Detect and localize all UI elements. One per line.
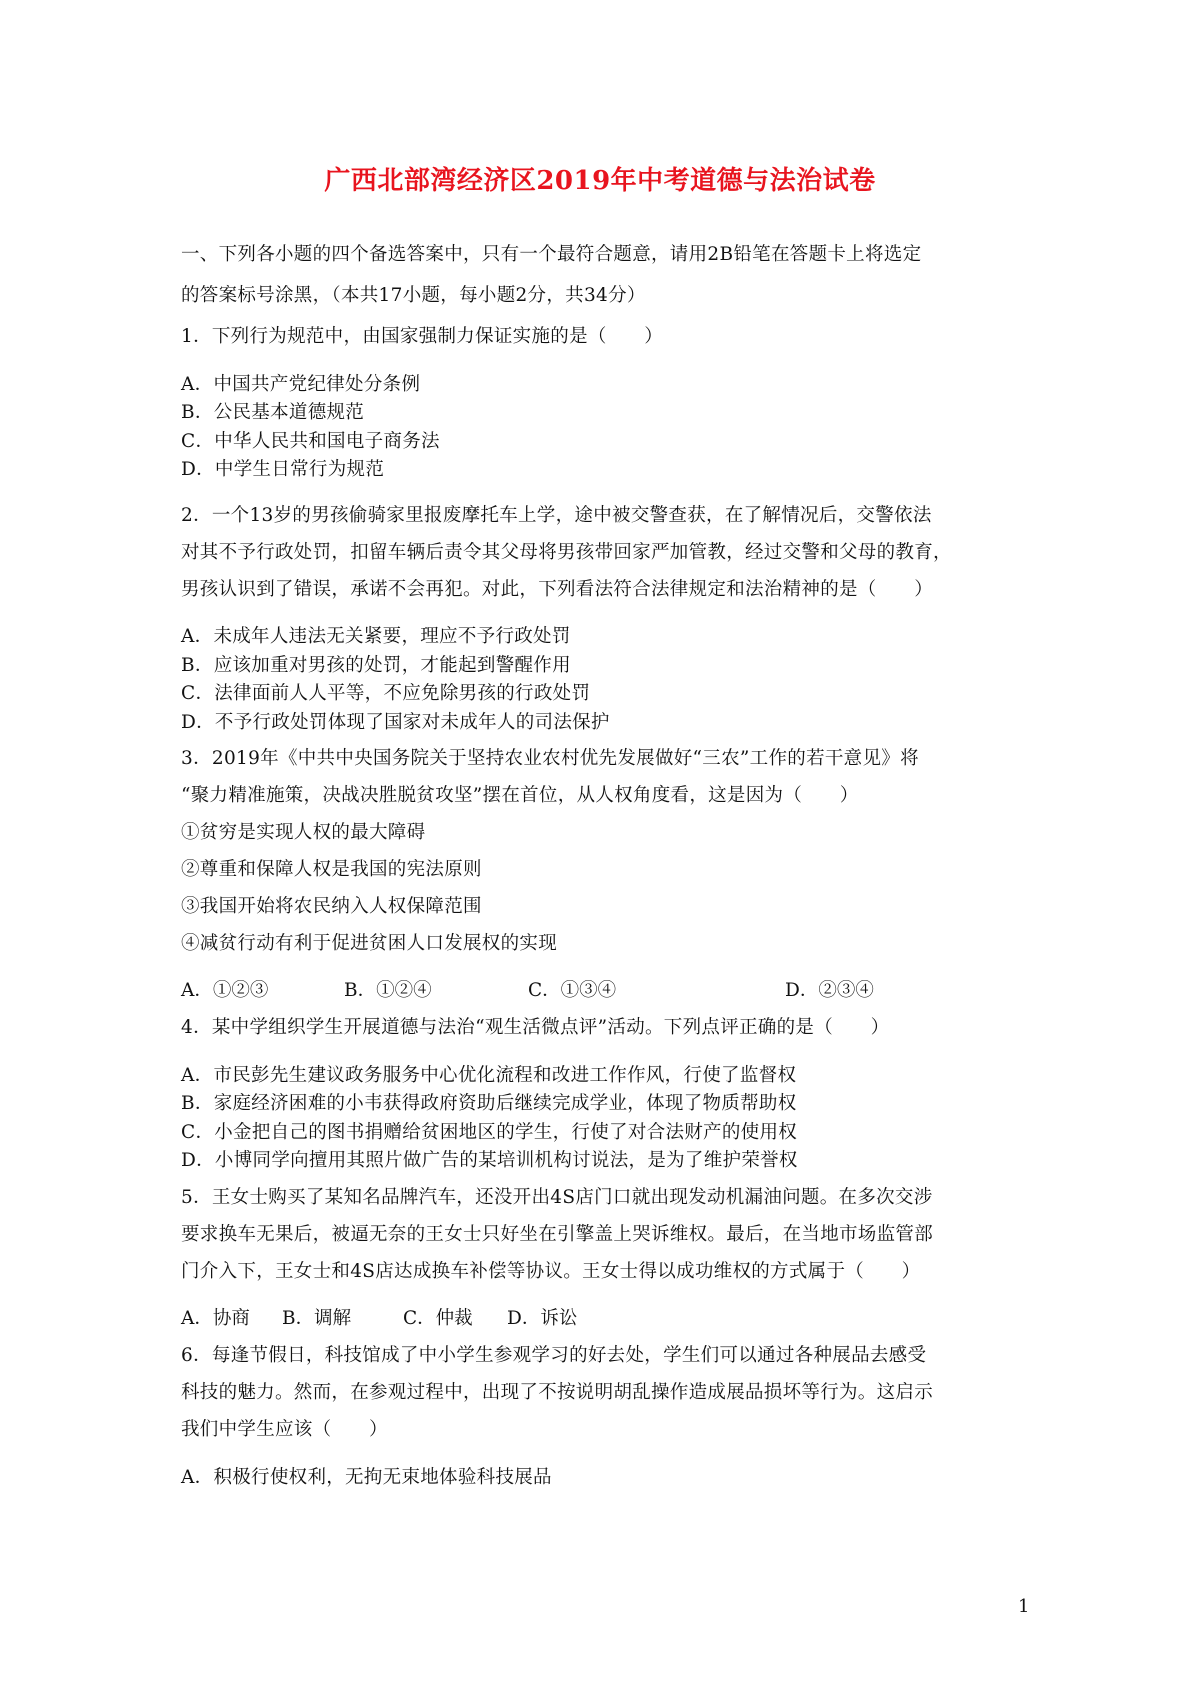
q1-option-b: B．公民基本道德规范 xyxy=(181,402,365,423)
q6-stem-line-3: 我们中学生应该（ ） xyxy=(181,1419,388,1440)
q6-option-a: A．积极行使权利，无拘无束地体验科技展品 xyxy=(181,1467,552,1488)
q3-statement-1: ①贫穷是实现人权的最大障碍 xyxy=(181,822,426,843)
q3-statement-3: ③我国开始将农民纳入人权保障范围 xyxy=(181,896,482,917)
q5-option-b: B．调解 xyxy=(282,1308,352,1329)
q4-option-d: D．小博同学向擅用其照片做广告的某培训机构讨说法，是为了维护荣誉权 xyxy=(181,1150,798,1171)
q3-statement-2: ②尊重和保障人权是我国的宪法原则 xyxy=(181,859,482,880)
q1-option-a: A．中国共产党纪律处分条例 xyxy=(181,374,421,395)
q3-stem-line-1: 3．2019年《中共中央国务院关于坚持农业农村优先发展做好“三农”工作的若干意见》将 xyxy=(181,748,919,769)
q3-option-a: A．①②③ xyxy=(181,980,269,1001)
q2-stem-line-2: 对其不予行政处罚，扣留车辆后责令其父母将男孩带回家严加管教，经过交警和父母的教育， xyxy=(181,542,952,563)
q5-option-c: C．仲裁 xyxy=(403,1308,473,1329)
q3-stem-line-2: “聚力精准施策，决战决胜脱贫攻坚”摆在首位，从人权角度看，这是因为（ ） xyxy=(181,785,859,806)
q3-option-b: B．①②④ xyxy=(344,980,432,1001)
section-instruction-line-1: 一、下列各小题的四个备选答案中，只有一个最符合题意，请用2B铅笔在答题卡上将选定 xyxy=(181,244,922,265)
exam-title: 广西北部湾经济区2019年中考道德与法治试卷 xyxy=(324,166,876,196)
q2-stem-line-3: 男孩认识到了错误，承诺不会再犯。对此，下列看法符合法律规定和法治精神的是（ ） xyxy=(181,579,934,600)
q1-option-d: D．中学生日常行为规范 xyxy=(181,459,385,480)
q6-stem-line-2: 科技的魅力。然而，在参观过程中，出现了不按说明胡乱操作造成展品损坏等行为。这启示 xyxy=(181,1382,934,1403)
q2-option-d: D．不予行政处罚体现了国家对未成年人的司法保护 xyxy=(181,712,610,733)
q2-stem-line-1: 2．一个13岁的男孩偷骑家里报废摩托车上学，途中被交警查获，在了解情况后，交警依法 xyxy=(181,505,932,526)
section-instruction-line-2: 的答案标号涂黑，（本共17小题，每小题2分，共34分） xyxy=(181,285,646,306)
q5-stem-line-3: 门介入下，王女士和4S店达成换车补偿等协议。王女士得以成功维权的方式属于（ ） xyxy=(181,1261,921,1282)
q2-option-b: B．应该加重对男孩的处罚，才能起到警醒作用 xyxy=(181,655,571,676)
q5-option-a: A．协商 xyxy=(181,1308,250,1329)
q4-stem: 4．某中学组织学生开展道德与法治“观生活微点评”活动。下列点评正确的是（ ） xyxy=(181,1017,890,1038)
q2-option-c: C．法律面前人人平等，不应免除男孩的行政处罚 xyxy=(181,683,591,704)
q2-option-a: A．未成年人违法无关紧要，理应不予行政处罚 xyxy=(181,626,571,647)
q3-option-c: C．①③④ xyxy=(528,980,617,1001)
q4-option-b: B．家庭经济困难的小韦获得政府资助后继续完成学业，体现了物质帮助权 xyxy=(181,1093,797,1114)
q5-option-d: D．诉讼 xyxy=(507,1308,578,1329)
q3-option-d: D．②③④ xyxy=(785,980,874,1001)
q5-stem-line-1: 5．王女士购买了某知名品牌汽车，还没开出4S店门口就出现发动机漏油问题。在多次交涉 xyxy=(181,1187,933,1208)
q4-option-c: C．小金把自己的图书捐赠给贫困地区的学生，行使了对合法财产的使用权 xyxy=(181,1122,798,1143)
q5-stem-line-2: 要求换车无果后，被逼无奈的王女士只好坐在引擎盖上哭诉维权。最后，在当地市场监管部 xyxy=(181,1224,934,1245)
page-number: 1 xyxy=(1018,1596,1030,1617)
q3-statement-4: ④减贫行动有利于促进贫困人口发展权的实现 xyxy=(181,933,558,954)
q1-option-c: C．中华人民共和国电子商务法 xyxy=(181,431,440,452)
q4-option-a: A．市民彭先生建议政务服务中心优化流程和改进工作作风，行使了监督权 xyxy=(181,1065,797,1086)
q6-stem-line-1: 6．每逢节假日，科技馆成了中小学生参观学习的好去处，学生们可以通过各种展品去感受 xyxy=(181,1345,927,1366)
q1-stem: 1．下列行为规范中，由国家强制力保证实施的是（ ） xyxy=(181,326,664,347)
